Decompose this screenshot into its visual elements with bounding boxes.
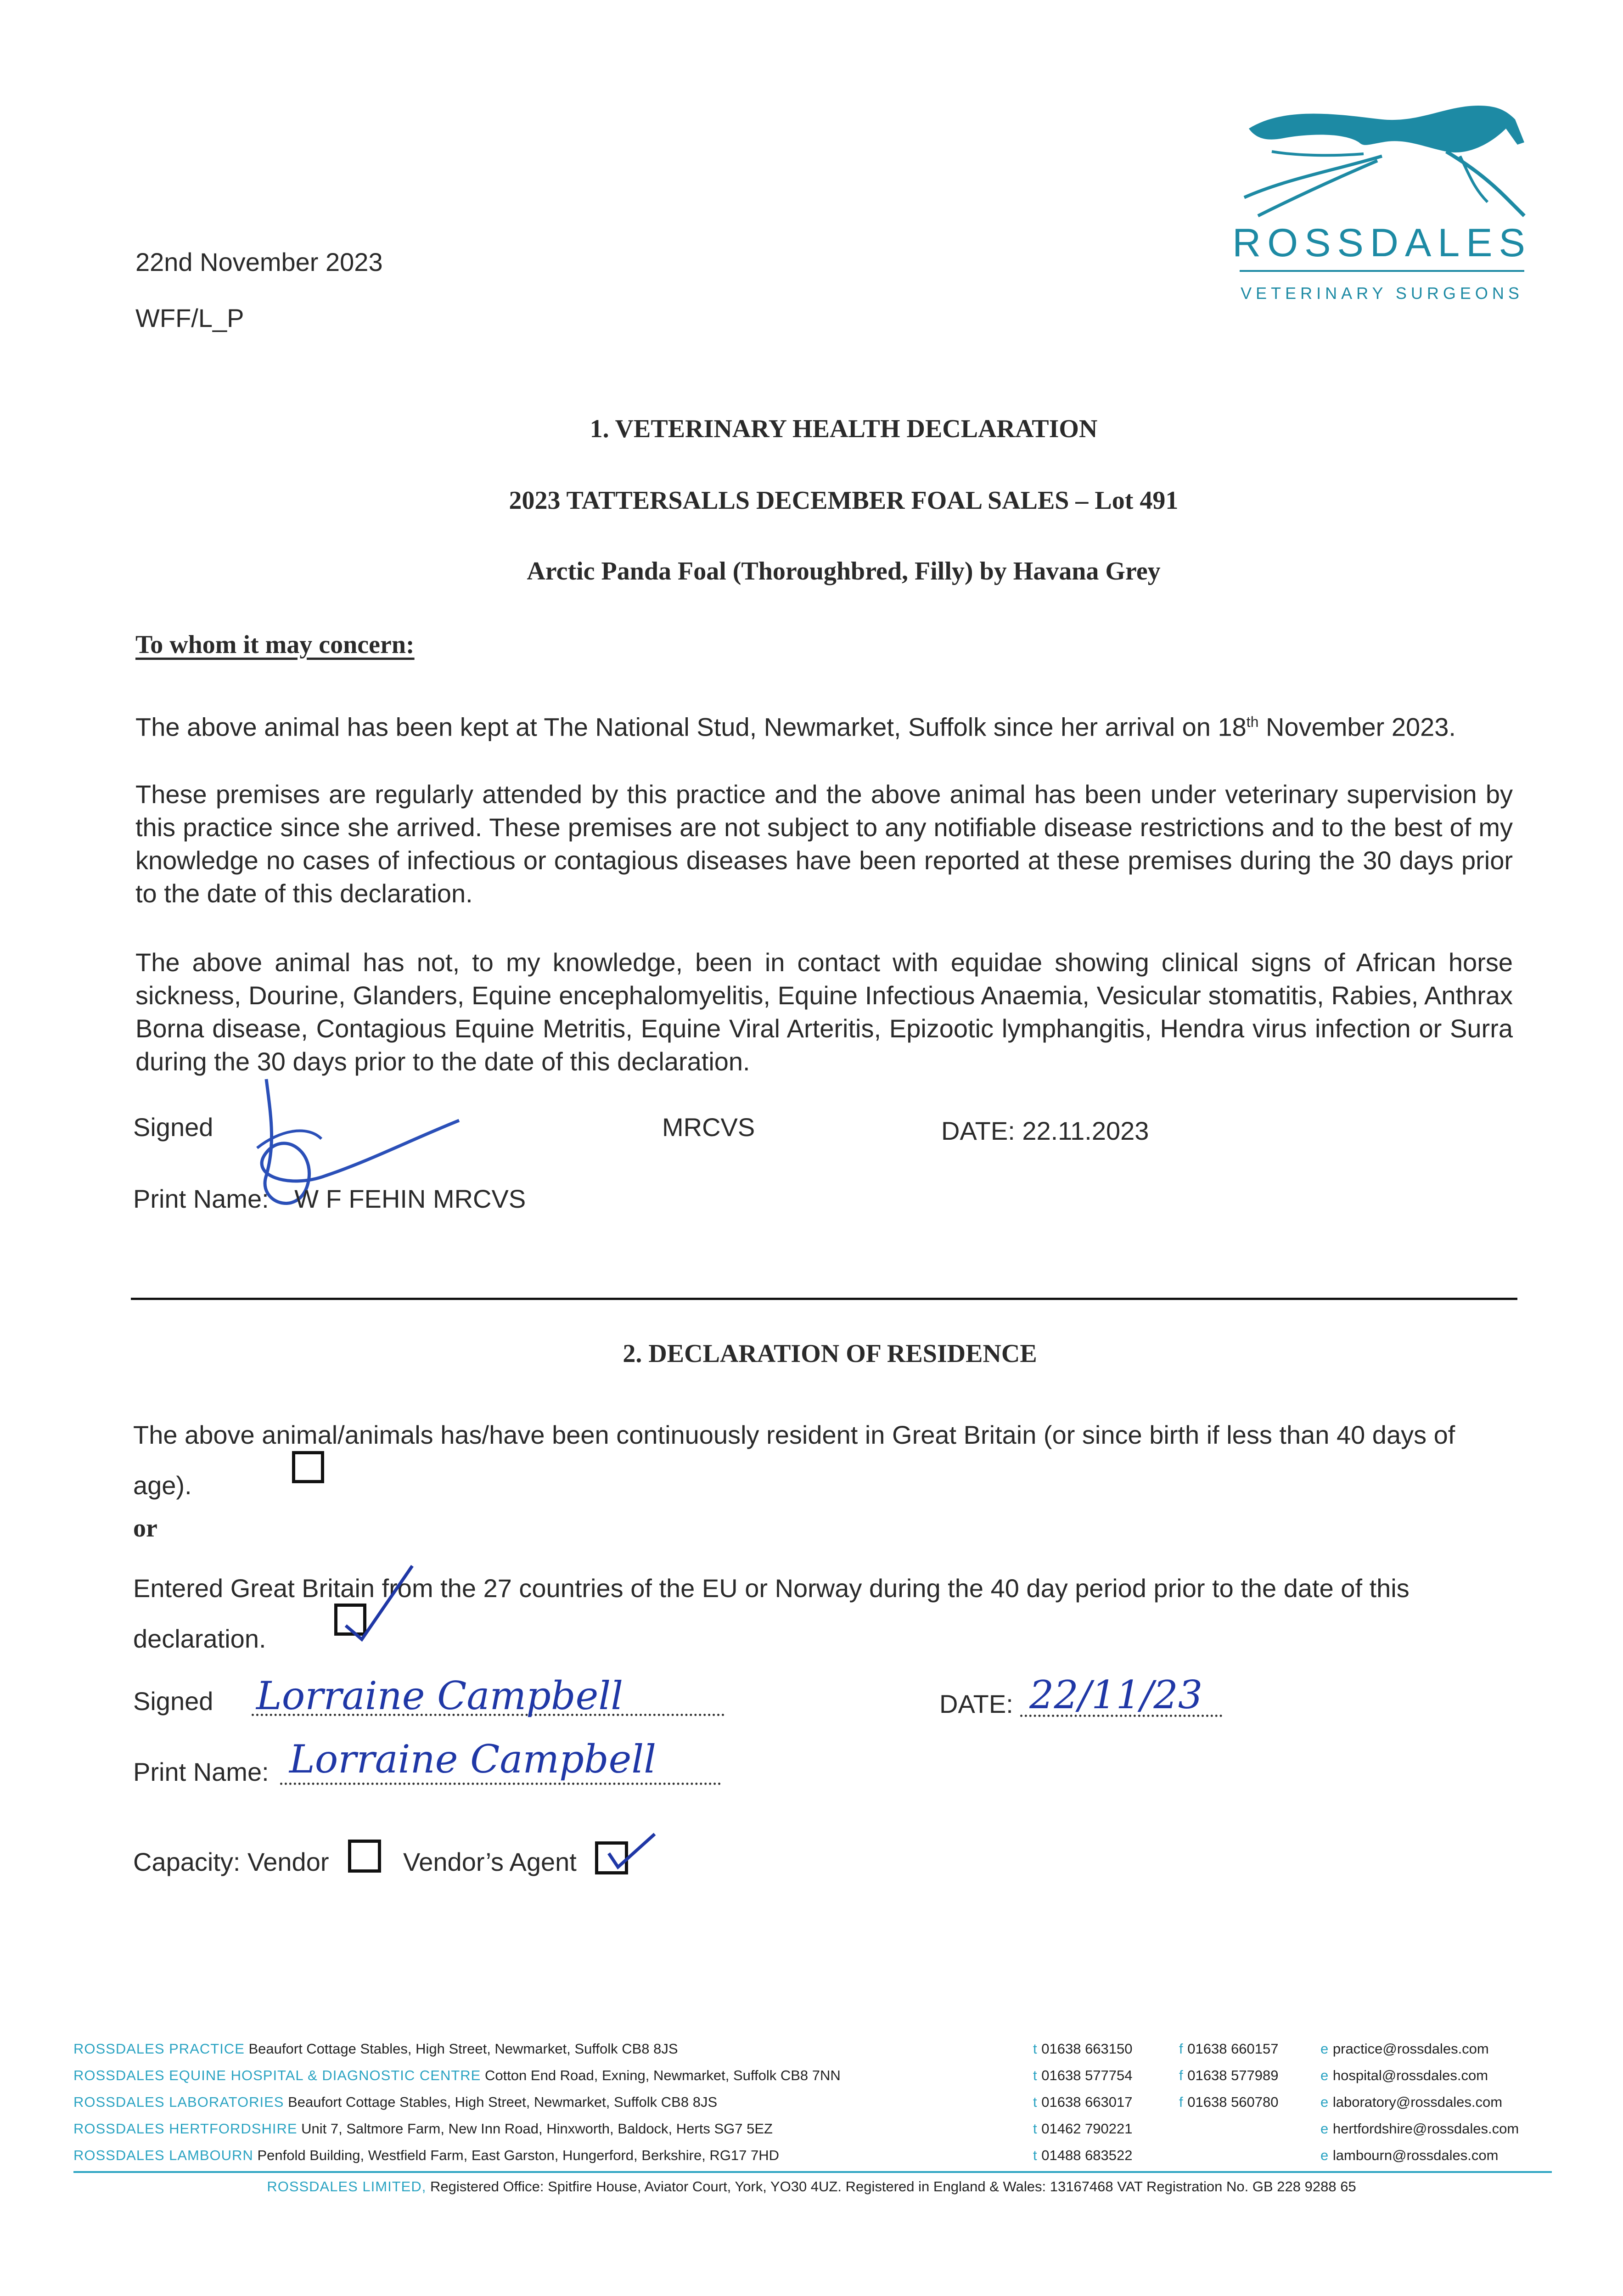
or-label: or	[133, 1514, 157, 1542]
tel-prefix: t	[1033, 2067, 1038, 2083]
letter-reference: WFF/L_P	[135, 304, 244, 332]
tel-prefix: t	[1033, 2041, 1038, 2057]
tel-prefix: t	[1033, 2121, 1038, 2137]
vendor-agent-label: Vendor’s Agent	[403, 1847, 577, 1876]
footer-email[interactable]	[1320, 2093, 1502, 2111]
tel-value: 01488 683522	[1041, 2147, 1133, 2163]
email-prefix: e	[1320, 2147, 1329, 2163]
paragraph-arrival-end: November 2023.	[1258, 712, 1456, 742]
vet-print-name-value: W F FEHIN MRCVS	[294, 1184, 526, 1213]
email-prefix: e	[1320, 2094, 1329, 2110]
vet-print-name	[133, 1184, 526, 1214]
registered-text: Registered Office: Spitfire House, Aviator Court, York, YO30 4UZ. Registered in England & Wales: 13167468 VAT Registration No. GB 228 9288 65	[430, 2178, 1356, 2195]
capacity-label: Capacity: Vendor	[133, 1847, 329, 1876]
residence-signed-label: Signed	[133, 1687, 213, 1716]
footer-fax	[1179, 2040, 1279, 2058]
fax-value: 01638 560780	[1187, 2094, 1279, 2110]
footer-row	[73, 2146, 779, 2165]
rossdales-logo	[1230, 87, 1533, 317]
footer-address: Beaufort Cottage Stables, High Street, Newmarket, Suffolk CB8 8JS	[248, 2041, 678, 2057]
animal-title: Arctic Panda Foal (Thoroughbred, Filly) by Havana Grey	[527, 557, 1161, 585]
salutation: To whom it may concern:	[135, 630, 415, 659]
footer-address: Beaufort Cottage Stables, High Street, Newmarket, Suffolk CB8 8JS	[288, 2094, 718, 2110]
fax-prefix: f	[1179, 2041, 1184, 2057]
footer-email[interactable]	[1320, 2066, 1488, 2085]
tel-prefix: t	[1033, 2147, 1038, 2163]
paragraph-supervision: These premises are regularly attended by this practice and the above animal has been under veterinary supervision by this practice since she arrived. These premises are not subject to any notifiable disease restrictions and to the best of my knowledge no cases of infectious or contagious diseases have been reported at these premises during the 30 days prior to the date of this declaration.	[135, 780, 1513, 908]
residence-date-label: DATE:	[939, 1689, 1013, 1718]
footer-tel	[1033, 2093, 1133, 2111]
email-prefix: e	[1320, 2067, 1329, 2083]
footer-registered	[0, 2178, 1623, 2196]
paragraph-arrival	[135, 705, 1508, 744]
email-value: laboratory@rossdales.com	[1332, 2094, 1503, 2110]
tel-value: 01638 663017	[1041, 2094, 1133, 2110]
footer-name: ROSSDALES HERTFORDSHIRE	[73, 2121, 298, 2137]
residence-option1-text: The above animal/animals has/have been continuously resident in Great Britain (or since birth if less than 40 days of age).	[133, 1420, 1455, 1500]
section1-heading: 1. VETERINARY HEALTH DECLARATION	[590, 415, 1098, 443]
residence-date-line	[1020, 1672, 1222, 1717]
footer-tel	[1033, 2040, 1133, 2058]
horse-icon	[1230, 87, 1533, 220]
footer-row	[73, 2093, 717, 2111]
paragraph-arrival-text: The above animal has been kept at The National Stud, Newmarket, Suffolk since her arrival on 18	[135, 712, 1247, 742]
footer-address: Unit 7, Saltmore Farm, New Inn Road, Hinxworth, Baldock, Herts SG7 5EZ	[301, 2121, 773, 2137]
checkmark-icon	[600, 1830, 659, 1876]
section-divider	[131, 1298, 1517, 1300]
tel-prefix: t	[1033, 2094, 1038, 2110]
residence-option1	[133, 1410, 1465, 1511]
residence-print-name-label: Print Name:	[133, 1757, 269, 1786]
email-prefix: e	[1320, 2121, 1329, 2137]
residence-print-name: Lorraine Campbell	[289, 1737, 657, 1782]
fax-prefix: f	[1179, 2094, 1184, 2110]
email-value: hospital@rossdales.com	[1332, 2067, 1488, 2083]
footer-row	[73, 2066, 841, 2085]
residence-option1-checkbox[interactable]	[292, 1451, 324, 1483]
vendor-checkbox[interactable]	[348, 1840, 381, 1873]
footer-address: Penfold Building, Westfield Farm, East Garston, Hungerford, Berkshire, RG17 7HD	[257, 2147, 780, 2163]
residence-date: 22/11/23	[1029, 1672, 1203, 1717]
footer-tel	[1033, 2066, 1133, 2085]
residence-print-name-line	[280, 1737, 721, 1785]
footer-email[interactable]	[1320, 2120, 1519, 2138]
tel-value: 01638 663150	[1041, 2041, 1133, 2057]
footer-name: ROSSDALES PRACTICE	[73, 2041, 245, 2057]
footer-email[interactable]	[1320, 2146, 1498, 2165]
residence-signature-line	[252, 1673, 724, 1718]
letter-date: 22nd November 2023	[135, 248, 383, 276]
footer-fax	[1179, 2066, 1279, 2085]
footer-tel	[1033, 2120, 1133, 2138]
footer-row	[73, 2040, 678, 2058]
footer-name: ROSSDALES LAMBOURN	[73, 2147, 253, 2163]
fax-prefix: f	[1179, 2067, 1184, 2083]
footer-row	[73, 2120, 773, 2138]
email-value: hertfordshire@rossdales.com	[1332, 2121, 1519, 2137]
email-value: practice@rossdales.com	[1332, 2041, 1489, 2057]
footer-fax	[1179, 2093, 1279, 2111]
residence-option2	[133, 1563, 1465, 1664]
section2-heading: 2. DECLARATION OF RESIDENCE	[623, 1339, 1037, 1368]
brand-name: ROSSDALES	[1232, 221, 1532, 265]
footer-name: ROSSDALES EQUINE HOSPITAL & DIAGNOSTIC CENTRE	[73, 2067, 481, 2083]
footer-name: ROSSDALES LABORATORIES	[73, 2094, 284, 2110]
brand-tagline: VETERINARY SURGEONS	[1241, 284, 1523, 303]
fax-value: 01638 660157	[1187, 2041, 1279, 2057]
footer-email[interactable]	[1320, 2040, 1489, 2058]
footer-divider	[73, 2171, 1552, 2173]
footer-tel	[1033, 2146, 1133, 2165]
paragraph-diseases: The above animal has not, to my knowledge, been in contact with equidae showing clinical signs of African horse sickness, Dourine, Glanders, Equine encephalomyelitis, Equine Infectious Anaemia, Vesicular stomatitis, Rabies, Anthrax Borna disease, Contagious Equine Metritis, Equine Viral Arteritis, Epizootic lymphangitis, Hendra virus infection or Surra during the 30 days prior to the date of this declaration.	[135, 948, 1513, 1076]
tel-value: 01462 790221	[1041, 2121, 1133, 2137]
residence-signature: Lorraine Campbell	[256, 1673, 623, 1718]
brand-divider	[1240, 270, 1524, 272]
tel-value: 01638 577754	[1041, 2067, 1133, 2083]
email-prefix: e	[1320, 2041, 1329, 2057]
email-value: lambourn@rossdales.com	[1332, 2147, 1499, 2163]
vet-date: DATE: 22.11.2023	[941, 1116, 1149, 1145]
registered-name: ROSSDALES LIMITED,	[267, 2178, 427, 2195]
fax-value: 01638 577989	[1187, 2067, 1279, 2083]
vet-print-name-label: Print Name:	[133, 1184, 269, 1213]
vet-signed-label: Signed	[133, 1113, 213, 1142]
checkmark-icon	[334, 1561, 426, 1658]
vet-mrcvs-label: MRCVS	[662, 1113, 755, 1142]
paragraph-arrival-sup: th	[1246, 714, 1259, 730]
residence-option2-text: Entered Great Britain from the 27 countries of the EU or Norway during the 40 day period prior to the date of this declaration.	[133, 1574, 1410, 1653]
sale-title: 2023 TATTERSALLS DECEMBER FOAL SALES – Lot 491	[509, 486, 1179, 515]
footer-address: Cotton End Road, Exning, Newmarket, Suffolk CB8 7NN	[484, 2067, 841, 2083]
